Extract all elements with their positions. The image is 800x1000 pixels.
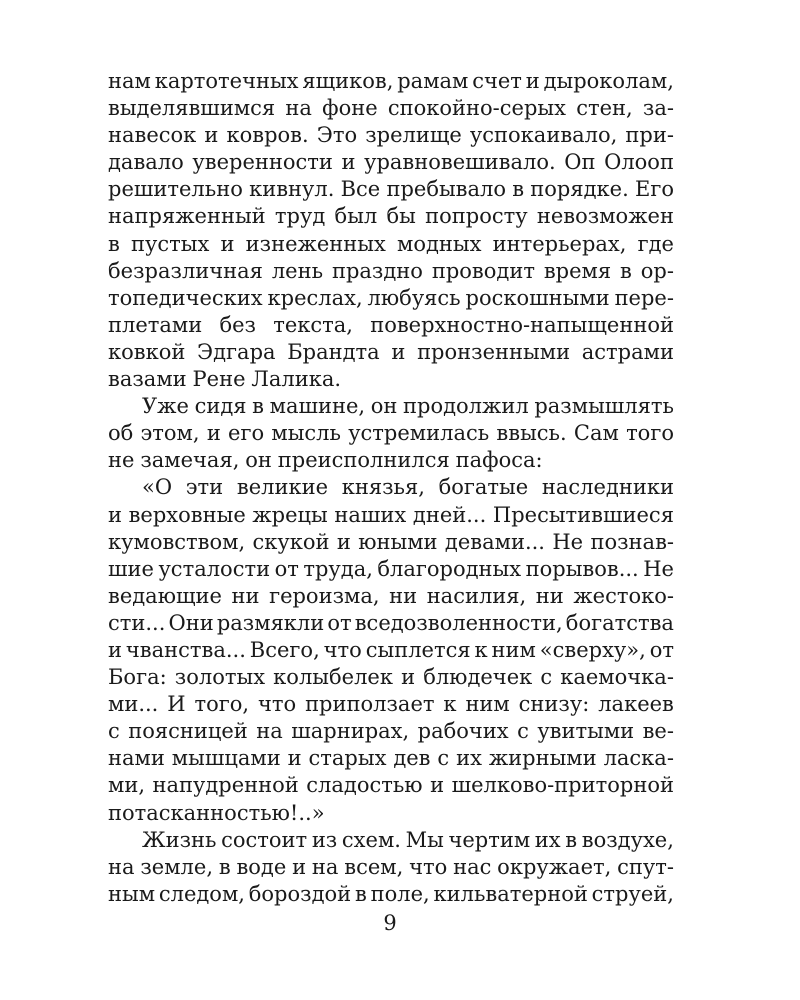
text-line: в пустых и изнеженных модных интерьерах, где xyxy=(108,231,674,256)
text-line: Бога: золотых колыбелек и блюдечек с каемочка- xyxy=(108,665,674,690)
text-line: давало уверенности и уравновешивало. Оп Олооп xyxy=(108,150,674,175)
text-line: нами мышцами и старых дев с их жирными ласка- xyxy=(108,746,674,771)
page-number: 9 xyxy=(383,911,397,935)
text-line: решительно кивнул. Все пребывало в порядке. Его xyxy=(108,177,674,202)
text-line: плетами без текста, поверхностно-напыщенной xyxy=(108,312,674,337)
text-line: шие усталости от труда, благородных порывов... Не xyxy=(108,556,674,581)
paragraph xyxy=(108,68,674,393)
text-line: и чванства... Всего, что сыплется к ним «сверху», от xyxy=(108,637,674,662)
text-line: об этом, и его мысль устремилась ввысь. Сам того xyxy=(108,421,674,446)
paragraph xyxy=(108,474,674,826)
text-line: ведающие ни героизма, ни насилия, ни жестоко- xyxy=(108,583,674,608)
text-line: вазами Рене Лалика. xyxy=(108,367,342,392)
text-line: выделявшимся на фоне спокойно-серых стен, за- xyxy=(108,96,674,121)
text-line: потасканностью!..» xyxy=(108,800,325,825)
text-line: с поясницей на шарнирах, рабочих с увитыми ве- xyxy=(108,719,674,744)
paragraph xyxy=(108,827,674,908)
text-line: навесок и ковров. Это зрелище успокаивало, при- xyxy=(108,123,674,148)
text-line: нам картотечных ящиков, рамам счет и дыроколам, xyxy=(108,69,674,93)
text-line: Жизнь состоит из схем. Мы чертим их в воздухе, xyxy=(142,827,674,852)
text-line: на земле, в воде и на всем, что нас окружает, спут- xyxy=(108,854,674,879)
text-line: и верховные жрецы наших дней... Пресытившиеся xyxy=(108,502,674,527)
text-line: ковкой Эдгара Брандта и пронзенными астрами xyxy=(108,339,674,364)
paragraph xyxy=(108,393,674,474)
text-line: ми, напудренной сладостью и шелково-приторной xyxy=(108,773,674,798)
text-line: сти... Они размякли от вседозволенности, богатства xyxy=(108,610,674,635)
text-line: не замечая, он преисполнился пафоса: xyxy=(108,448,543,473)
text-line: кумовством, скукой и юными девами... Не познав- xyxy=(108,529,674,554)
text-line: Уже сидя в машине, он продолжил размышлять xyxy=(142,394,674,419)
text-line: «О эти великие князья, богатые наследники xyxy=(142,475,674,500)
text-line: ным следом, бороздой в поле, кильватерной струей, xyxy=(108,881,674,906)
page-body xyxy=(108,68,674,908)
text-line: безразличная лень праздно проводит время в ор- xyxy=(108,258,674,283)
text-line: напряженный труд был бы попросту невозможен xyxy=(108,204,674,229)
text-line: топедических креслах, любуясь роскошными пере- xyxy=(108,285,674,310)
text-line: ми... И того, что приползает к ним снизу: лакеев xyxy=(108,692,674,717)
